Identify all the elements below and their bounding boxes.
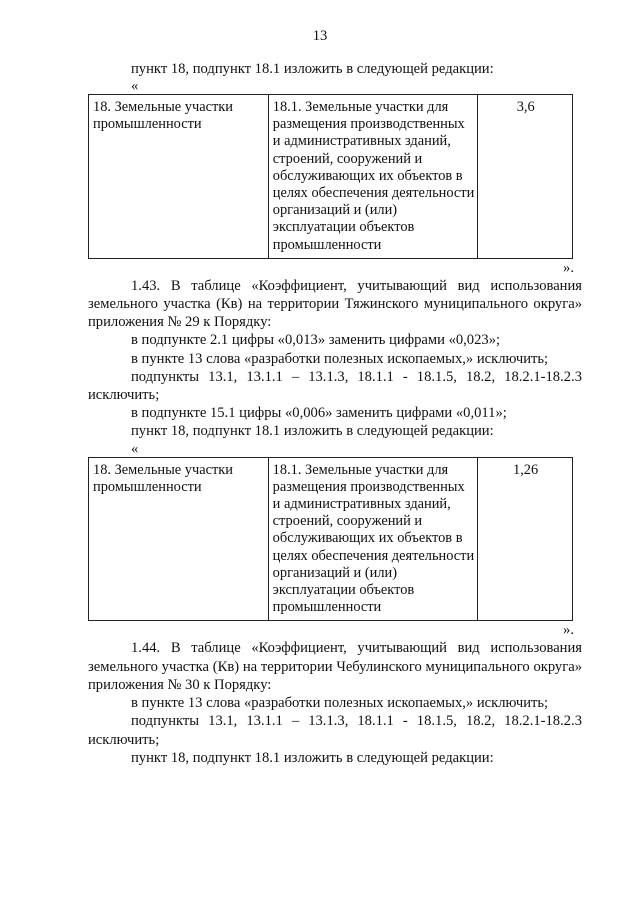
section-1-44-item-1: в пункте 13 слова «разработки полезных ископаемых,» исключить; (131, 695, 549, 712)
section-1-43-item-3: подпункты 13.1, 13.1.1 – 13.1.3, 18.1.1 - 18.1.5, 18.2, 18.2.1-18.2.3 исключить; (88, 368, 582, 404)
table-cell-coefficient: 1,26 (478, 457, 573, 621)
table-cell-description: 18.1. Земельные участки для размещения производственных и административных зданий, строений, сооружений и обслуживающих их объектов в целях обеспечения деятельности организаций и (или) эксплуатации объектов промышленности (268, 95, 478, 259)
coefficient-table-2 (88, 457, 573, 622)
section-1-43-paragraph: 1.43. В таблице «Коэффициент, учитывающий вид использования земельного участка (Кв) на территории Тяжинского муниципального округа» приложения № 29 к Порядку: (88, 277, 582, 331)
table-cell-category: 18. Земельные участки промышленности (89, 95, 269, 259)
section-1-43-item-5: пункт 18, подпункт 18.1 изложить в следующей редакции: (131, 423, 494, 440)
table-row (89, 457, 573, 621)
section-1-44-item-2: подпункты 13.1, 13.1.1 – 13.1.3, 18.1.1 - 18.1.5, 18.2, 18.2.1-18.2.3 исключить; (88, 713, 582, 748)
table-cell-category: 18. Земельные участки промышленности (89, 457, 269, 621)
table-cell-description: 18.1. Земельные участки для размещения производственных и административных зданий, строений, сооружений и обслуживающих их объектов в целях обеспечения деятельности организаций и (или) эксплуатации объектов промышленности (268, 457, 478, 621)
section-1-43-item-1: в подпункте 2.1 цифры «0,013» заменить цифрами «0,023»; (131, 332, 501, 349)
quote-close-2: ». (563, 622, 574, 639)
section-1-43-item-2: в пункте 13 слова «разработки полезных ископаемых,» исключить; (131, 350, 549, 367)
page-number: 13 (312, 28, 328, 44)
intro-line: пункт 18, подпункт 18.1 изложить в следующей редакции: (131, 61, 494, 77)
section-1-44-item-3: пункт 18, подпункт 18.1 изложить в следующей редакции: (131, 749, 494, 766)
table-cell-coefficient: 3,6 (478, 95, 573, 259)
coefficient-table-1 (88, 94, 573, 259)
quote-close-1: ». (563, 259, 574, 276)
table-row (89, 95, 573, 259)
quote-open-1: « (131, 78, 139, 94)
section-1-44-paragraph: 1.44. В таблице «Коэффициент, учитывающий вид использования земельного участка (Кв) на территории Чебулинского муниципального округа» приложения № 30 к Порядку: (88, 640, 582, 693)
document-body (88, 60, 582, 767)
quote-open-2: « (131, 440, 139, 457)
section-1-43-item-4: в подпункте 15.1 цифры «0,006» заменить цифрами «0,011»; (131, 405, 507, 422)
